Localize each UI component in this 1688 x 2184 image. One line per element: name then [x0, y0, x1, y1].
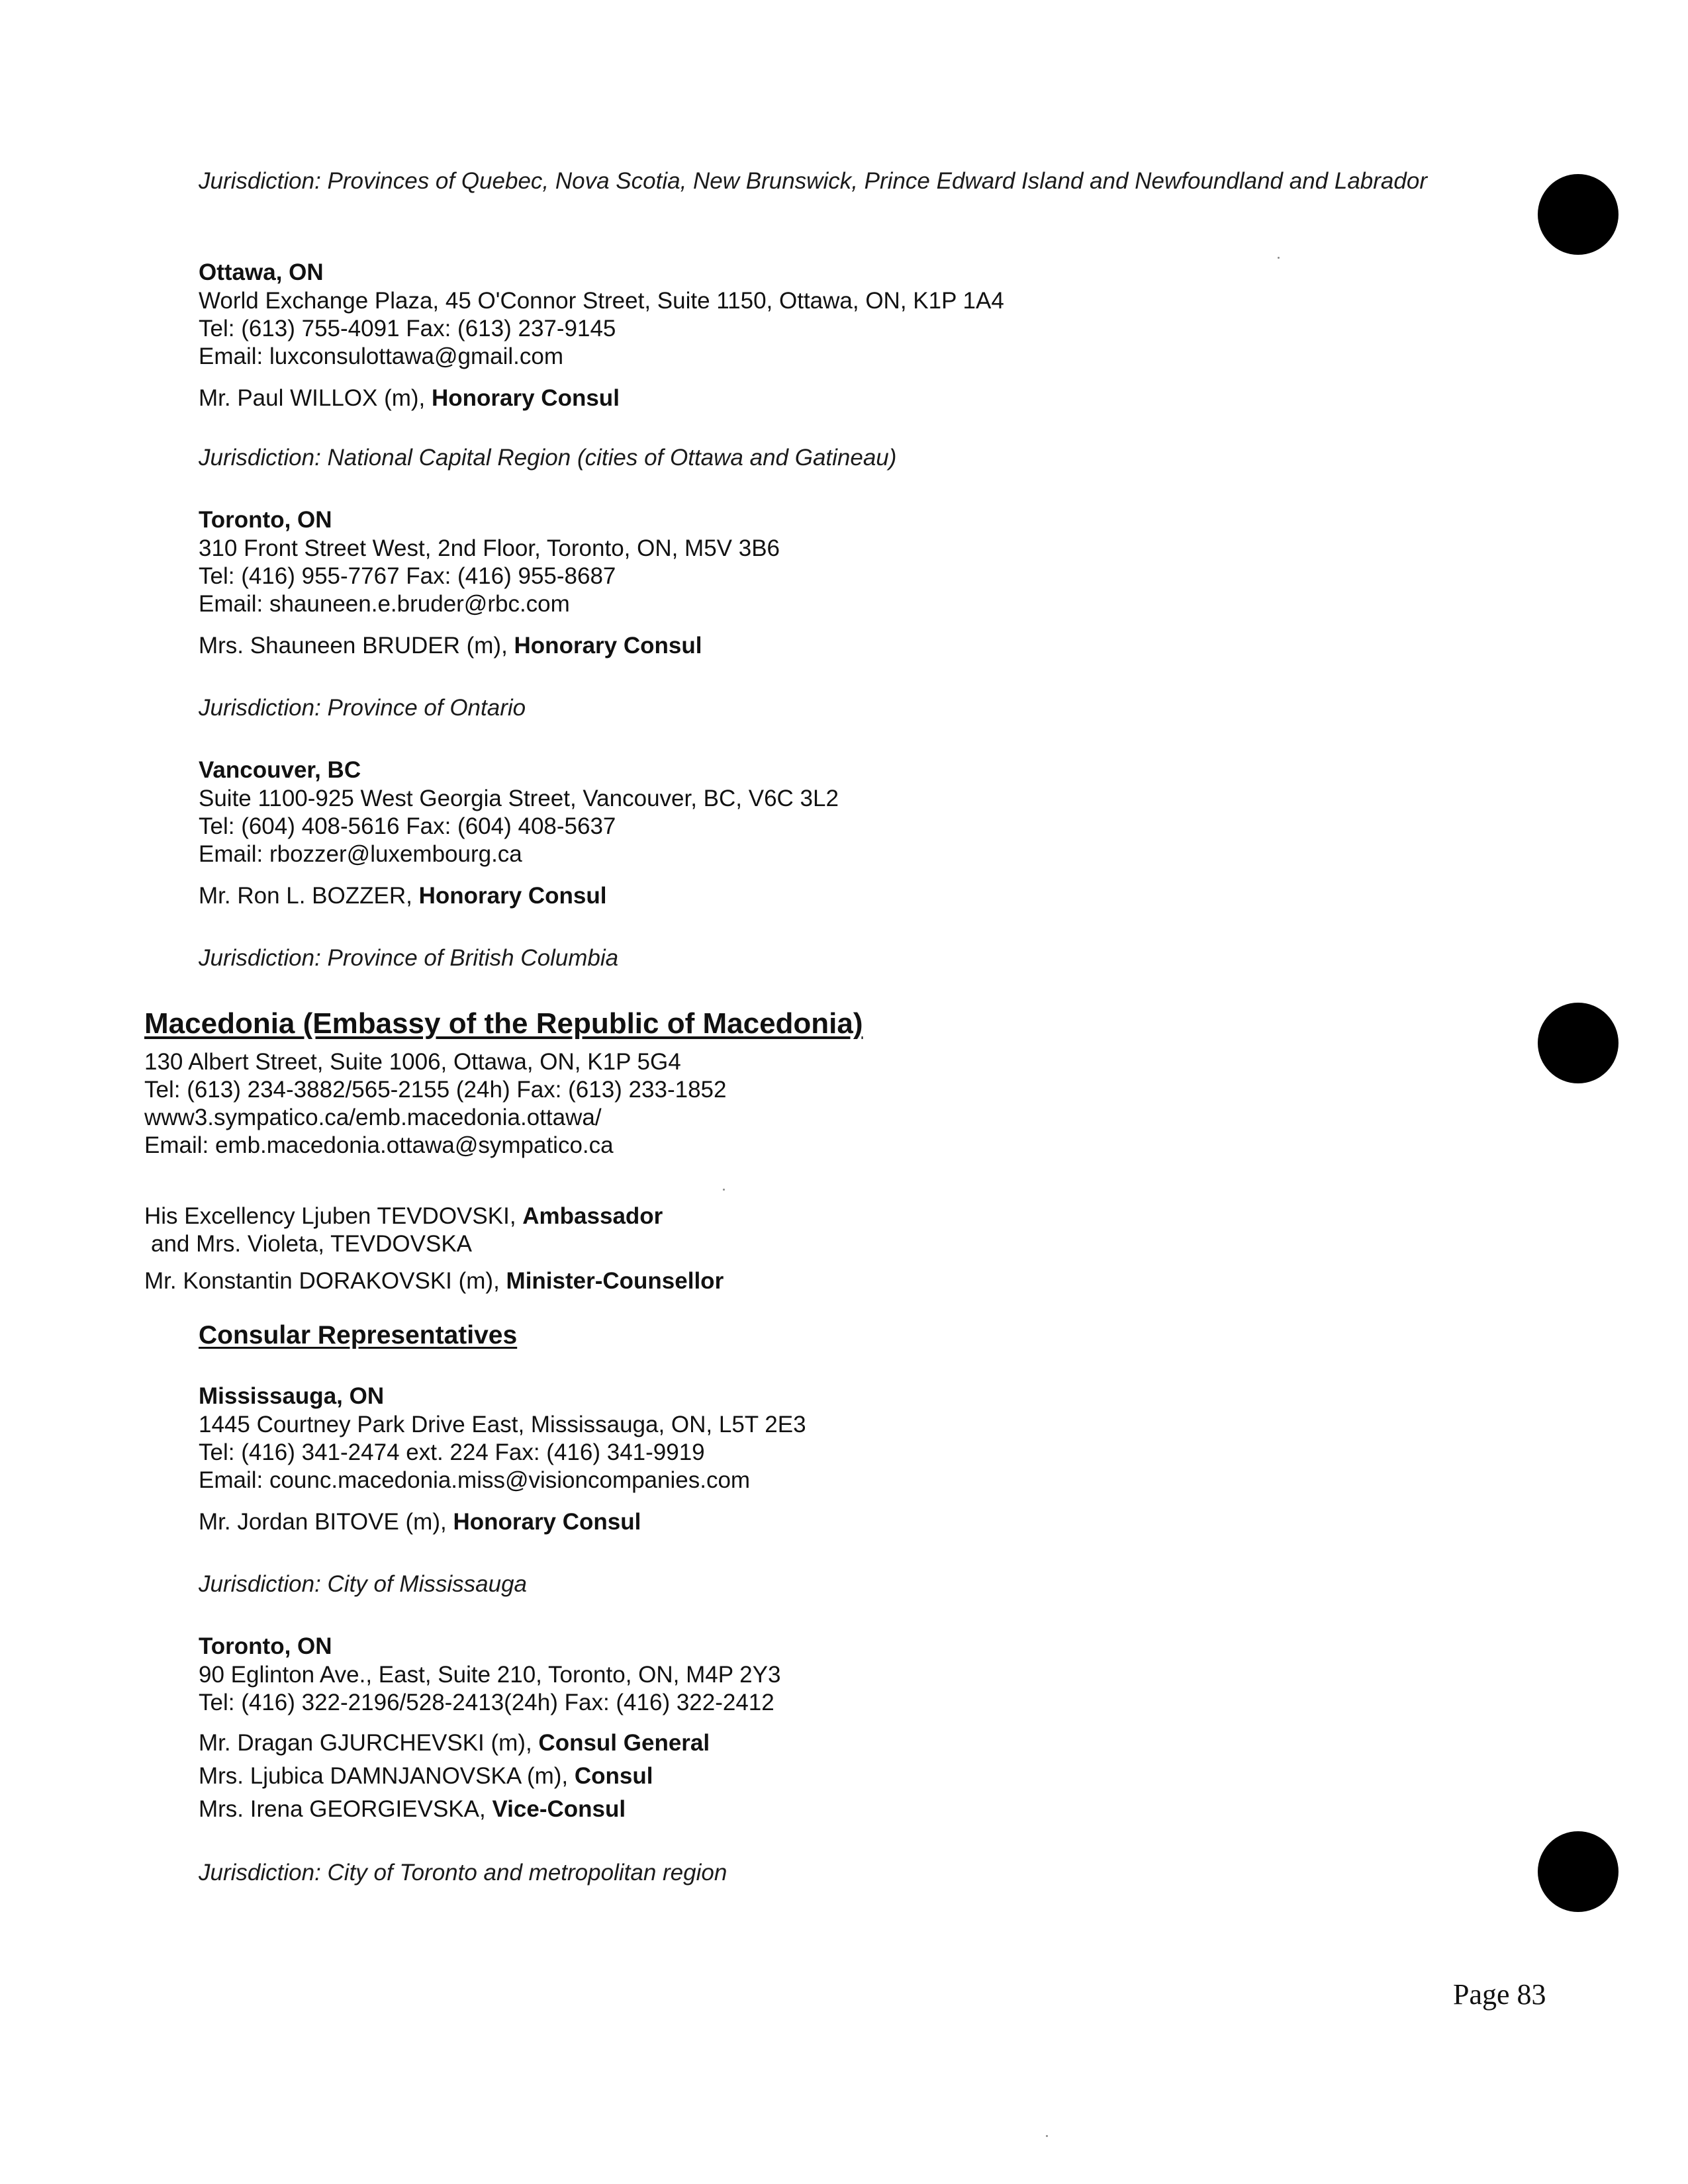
consul-entry: [199, 883, 607, 909]
embassy-website: www3.sympatico.ca/emb.macedonia.ottawa/: [144, 1105, 602, 1130]
ambassador-entry: [144, 1203, 663, 1230]
person-title: Consul: [574, 1763, 653, 1789]
person-name: Mr. Jordan BITOVE (m),: [199, 1509, 453, 1535]
scan-speck: [1046, 2135, 1048, 2137]
jurisdiction-british-columbia: Jurisdiction: Province of British Columbia: [199, 945, 619, 971]
embassy-address: 130 Albert Street, Suite 1006, Ottawa, ON, K1P 5G4: [144, 1049, 681, 1075]
consular-representatives-heading: Consular Representatives: [199, 1321, 518, 1349]
address-line: 1445 Courtney Park Drive East, Mississauga, ON, L5T 2E3: [199, 1412, 806, 1437]
person-title: Honorary Consul: [514, 633, 702, 659]
person-name: Mrs. Ljubica DAMNJANOVSKA (m),: [199, 1763, 575, 1789]
consul-entry: [199, 1509, 641, 1535]
binder-hole-bottom: [1538, 1831, 1618, 1912]
consul-entry: [199, 385, 620, 412]
jurisdiction-ottawa: Jurisdiction: National Capital Region (cities of Ottawa and Gatineau): [199, 445, 897, 471]
jurisdiction-mississauga: Jurisdiction: City of Mississauga: [199, 1571, 527, 1597]
email-line: Email: counc.macedonia.miss@visioncompanies.com: [199, 1467, 751, 1493]
person-name: Mr. Paul WILLOX (m),: [199, 385, 432, 411]
city-heading-vancouver: Vancouver, BC: [199, 757, 361, 783]
phone-line: Tel: (416) 955-7767 Fax: (416) 955-8687: [199, 563, 616, 589]
page-number: Page 83: [1453, 1978, 1546, 2011]
address-line: 90 Eglinton Ave., East, Suite 210, Toronto, ON, M4P 2Y3: [199, 1662, 781, 1688]
consul-entry: [199, 1763, 653, 1790]
scan-speck: [723, 1189, 725, 1191]
phone-line: Tel: (416) 341-2474 ext. 224 Fax: (416) 341-9919: [199, 1439, 705, 1465]
jurisdiction-ontario: Jurisdiction: Province of Ontario: [199, 695, 526, 721]
city-heading-mississauga: Mississauga, ON: [199, 1383, 385, 1409]
jurisdiction-quebec-atlantic: Jurisdiction: Provinces of Quebec, Nova Scotia, New Brunswick, Prince Edward Island and Newfoundland and Labrador: [199, 168, 1427, 194]
person-name: Mrs. Irena GEORGIEVSKA,: [199, 1796, 492, 1822]
vice-consul-entry: [199, 1796, 626, 1823]
person-title: Vice-Consul: [492, 1796, 626, 1822]
person-title: Minister-Counsellor: [506, 1268, 724, 1294]
person-name: Mr. Dragan GJURCHEVSKI (m),: [199, 1730, 539, 1756]
consul-entry: [199, 633, 702, 659]
country-heading-macedonia: Macedonia (Embassy of the Republic of Macedonia): [144, 1007, 863, 1040]
consul-general-entry: [199, 1730, 710, 1756]
ambassador-spouse: and Mrs. Violeta, TEVDOVSKA: [151, 1231, 473, 1257]
person-name: Mr. Konstantin DORAKOVSKI (m),: [144, 1268, 506, 1294]
person-name: Mrs. Shauneen BRUDER (m),: [199, 633, 514, 659]
person-name: His Excellency Ljuben TEVDOVSKI,: [144, 1203, 523, 1229]
person-title: Honorary Consul: [453, 1509, 641, 1535]
binder-hole-top: [1538, 174, 1618, 255]
phone-line: Tel: (613) 755-4091 Fax: (613) 237-9145: [199, 316, 616, 341]
email-line: Email: shauneen.e.bruder@rbc.com: [199, 591, 570, 617]
city-heading-toronto: Toronto, ON: [199, 507, 332, 533]
person-name: Mr. Ron L. BOZZER,: [199, 883, 419, 909]
city-heading-toronto-consulate: Toronto, ON: [199, 1633, 332, 1659]
scan-speck: [1278, 257, 1280, 259]
person-title: Consul General: [538, 1730, 710, 1756]
address-line: World Exchange Plaza, 45 O'Connor Street, Suite 1150, Ottawa, ON, K1P 1A4: [199, 288, 1004, 314]
city-heading-ottawa: Ottawa, ON: [199, 259, 324, 285]
email-line: Email: luxconsulottawa@gmail.com: [199, 343, 564, 369]
embassy-email: Email: emb.macedonia.ottawa@sympatico.ca: [144, 1132, 614, 1158]
binder-hole-middle: [1538, 1003, 1618, 1083]
address-line: Suite 1100-925 West Georgia Street, Vancouver, BC, V6C 3L2: [199, 786, 839, 811]
address-line: 310 Front Street West, 2nd Floor, Toronto, ON, M5V 3B6: [199, 535, 780, 561]
jurisdiction-toronto-metro: Jurisdiction: City of Toronto and metropolitan region: [199, 1860, 727, 1886]
person-title: Honorary Consul: [432, 385, 620, 411]
embassy-phone: Tel: (613) 234-3882/565-2155 (24h) Fax: (613) 233-1852: [144, 1077, 727, 1103]
minister-entry: [144, 1268, 724, 1295]
person-title: Ambassador: [522, 1203, 663, 1229]
person-title: Honorary Consul: [418, 883, 607, 909]
phone-line: Tel: (604) 408-5616 Fax: (604) 408-5637: [199, 813, 616, 839]
email-line: Email: rbozzer@luxembourg.ca: [199, 841, 522, 867]
phone-line: Tel: (416) 322-2196/528-2413(24h) Fax: (416) 322-2412: [199, 1690, 774, 1715]
